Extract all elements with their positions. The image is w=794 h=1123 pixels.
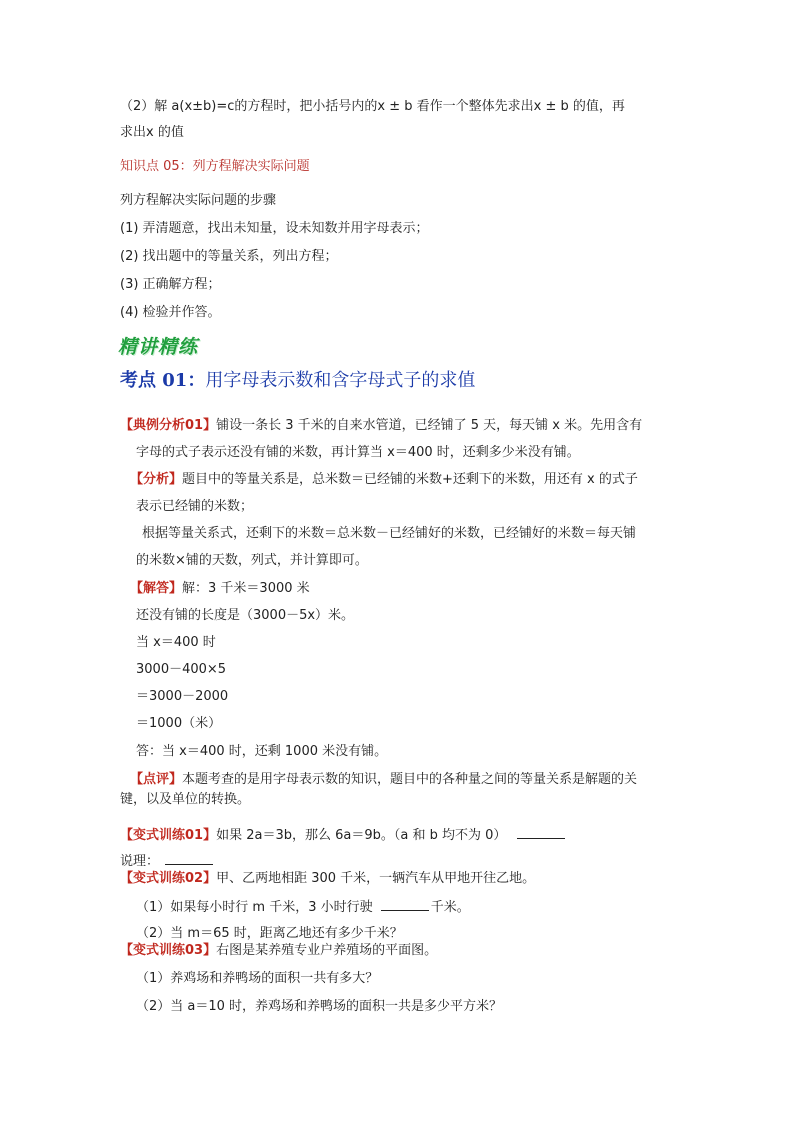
kaodian-title: 用字母表示数和含字母式子的求值 (205, 370, 476, 391)
comment-line-1 (130, 771, 637, 789)
exercise-3-q1: （1）养鸡场和养鸭场的面积一共有多大？ (136, 971, 379, 986)
section-heading: 精讲精练 (118, 336, 199, 358)
answer-line-6: ＝1000（米） (136, 716, 222, 731)
exercise-3-q2: （2）当 a＝10 时，养鸡场和养鸭场的面积一共是多少平方米？ (136, 999, 503, 1014)
step-4: (4) 检验并作答。 (120, 305, 221, 320)
answer-line-4: 3000－400×5 (136, 662, 227, 677)
answer-text-1: 解：3 千米＝3000 米 (182, 581, 310, 596)
knowledge-point-05-title: 知识点 05：列方程解决实际问题 (120, 159, 310, 174)
exercise-2-line (120, 870, 535, 888)
analysis-text-1: 题目中的等量关系是，总米数＝已经铺的米数+还剩下的米数，用还有 x 的式子 (182, 472, 638, 487)
exercise-2-text: 甲、乙两地相距 300 千米，一辆汽车从甲地开往乙地。 (216, 871, 536, 886)
analysis-tag: 【分析】 (130, 472, 183, 487)
analysis-line-1 (130, 471, 638, 489)
answer-line-3: 当 x＝400 时 (136, 635, 216, 650)
step-3: (3) 正确解方程； (120, 277, 221, 292)
example-question-line-2: 字母的式子表示还没有铺的米数，再计算当 x＝400 时，还剩多少米没有铺。 (136, 445, 580, 460)
analysis-line-3: 根据等量关系式，还剩下的米数＝总米数－已经铺好的米数，已经铺好的米数＝每天铺 (142, 526, 637, 541)
comment-tag: 【点评】 (130, 772, 183, 787)
analysis-line-4: 的米数×铺的天数，列式，并计算即可。 (136, 553, 368, 568)
comment-text-1: 本题考查的是用字母表示数的知识，题目中的各种量之间的等量关系是解题的关 (182, 772, 638, 787)
kaodian-label: 考点 01： (120, 370, 206, 391)
comment-line-2: 键，以及单位的转换。 (120, 792, 251, 807)
exercise-3-text: 右图是某养殖专业户养殖场的平面图。 (216, 943, 438, 958)
kaodian-heading (120, 370, 475, 392)
example-question-line-1 (120, 417, 642, 435)
exercise-3-line (120, 942, 437, 960)
exercise-2-q2: （2）当 m＝65 时，距离乙地还有多少千米？ (136, 926, 403, 941)
exercise-2-q1-text-b: 千米。 (430, 900, 470, 915)
analysis-line-2: 表示已经铺的米数； (136, 499, 254, 514)
exercise-2-q1-blank[interactable] (381, 898, 429, 911)
rule-2-line-2: 求出x 的值 (120, 125, 184, 140)
exercise-1-text: 如果 2a＝3b，那么 6a＝9b。（a 和 b 均不为 0） (216, 828, 507, 843)
step-2: (2) 找出题中的等量关系，列出方程； (120, 249, 338, 264)
exercise-1-line (120, 826, 565, 845)
answer-line-5: ＝3000－2000 (136, 689, 229, 704)
exercise-1-explain-label: 说理： (120, 854, 160, 869)
exercise-1-tag: 【变式训练01】 (120, 828, 217, 843)
example-q-line-1: 铺设一条长 3 千米的自来水管道，已经铺了 5 天，每天铺 x 米。先用含有 (216, 418, 643, 433)
answer-tag: 【解答】 (130, 581, 183, 596)
exercise-1-answer-blank[interactable] (517, 826, 565, 839)
answer-line-2: 还没有铺的长度是（3000－5x）米。 (136, 608, 355, 623)
rule-2-line-1: （2）解 a(x±b)=c的方程时，把小括号内的x ± b 看作一个整体先求出x ± b 的值，再 (120, 99, 625, 114)
answer-line-7: 答：当 x＝400 时，还剩 1000 米没有铺。 (136, 744, 388, 759)
example-tag: 【典例分析01】 (120, 418, 217, 433)
exercise-1-explain-blank[interactable] (165, 852, 213, 865)
exercise-3-tag: 【变式训练03】 (120, 943, 217, 958)
answer-line-1 (130, 580, 310, 598)
exercise-2-q1 (136, 898, 470, 917)
steps-title: 列方程解决实际问题的步骤 (120, 193, 277, 208)
exercise-2-tag: 【变式训练02】 (120, 871, 217, 886)
exercise-2-q1-text-a: （1）如果每小时行 m 千米，3 小时行驶 (136, 900, 373, 915)
exercise-1-explain-line (120, 852, 213, 871)
step-1: (1) 弄清题意，找出未知量，设未知数并用字母表示； (120, 221, 429, 236)
